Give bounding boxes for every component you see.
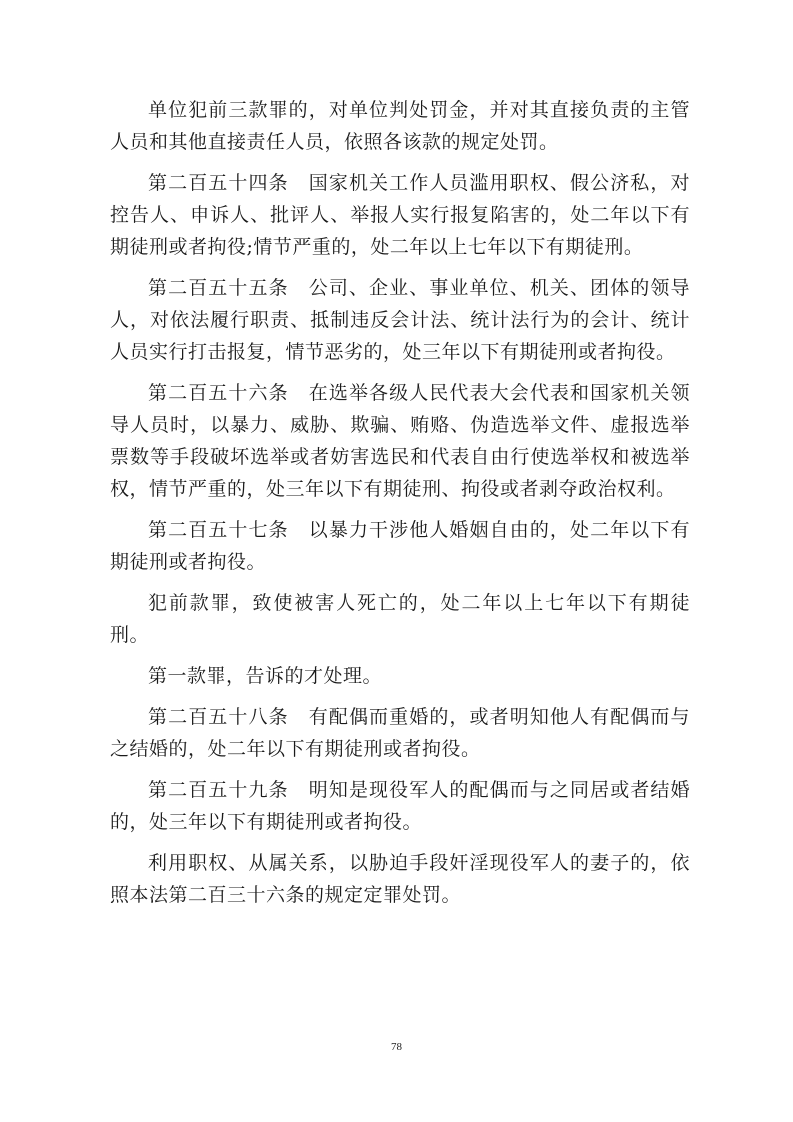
page-number: 78 <box>391 1041 402 1053</box>
paragraph: 犯前款罪，致使被害人死亡的，处二年以上七年以下有期徒刑。 <box>110 592 690 646</box>
paragraph: 第二百五十九条 明知是现役军人的配偶而与之同居或者结婚的，处三年以下有期徒刑或者拘役。 <box>110 779 690 833</box>
paragraph: 利用职权、从属关系，以胁迫手段奸淫现役军人的妻子的，依照本法第二百三十六条的规定定罪处罚。 <box>110 852 690 906</box>
paragraph: 第二百五十六条 在选举各级人民代表大会代表和国家机关领导人员时，以暴力、威胁、欺骗、贿赂、伪造选举文件、虚报选举票数等手段破坏选举或者妨害选民和代表自由行使选举权和被选举权，情节严重的，处三年以下有期徒刑、拘役或者剥夺政治权利。 <box>110 382 690 500</box>
document-body <box>110 94 690 920</box>
paragraph: 单位犯前三款罪的，对单位判处罚金，并对其直接负责的主管人员和其他直接责任人员，依照各该款的规定处罚。 <box>110 99 690 153</box>
paragraph: 第二百五十五条 公司、企业、事业单位、机关、团体的领导人，对依法履行职责、抵制违反会计法、统计法行为的会计、统计人员实行打击报复，情节恶劣的，处三年以下有期徒刑或者拘役。 <box>110 277 690 363</box>
paragraph: 第一款罪，告诉的才处理。 <box>148 665 383 687</box>
paragraph: 第二百五十七条 以暴力干涉他人婚姻自由的，处二年以下有期徒刑或者拘役。 <box>110 519 690 573</box>
paragraph: 第二百五十八条 有配偶而重婚的，或者明知他人有配偶而与之结婚的，处二年以下有期徒刑或者拘役。 <box>110 706 690 760</box>
paragraph: 第二百五十四条 国家机关工作人员滥用职权、假公济私，对控告人、申诉人、批评人、举报人实行报复陷害的，处二年以下有期徒刑或者拘役;情节严重的，处二年以上七年以下有期徒刑。 <box>110 172 690 258</box>
